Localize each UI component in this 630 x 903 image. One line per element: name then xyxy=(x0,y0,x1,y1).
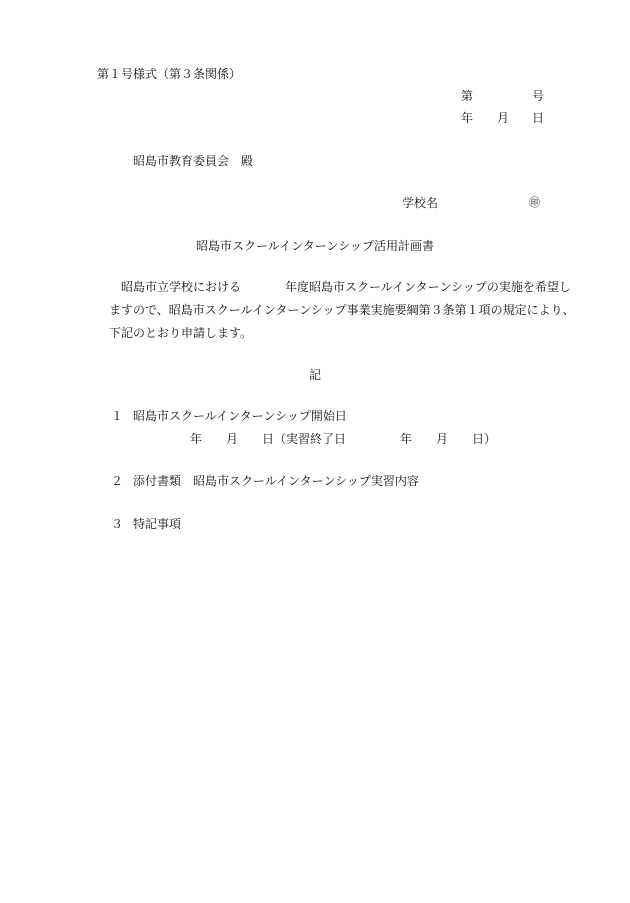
start-month-label: 月 xyxy=(226,432,239,446)
start-year-label: 年 xyxy=(190,432,203,446)
item-3-number: ３ xyxy=(111,517,124,531)
form-title: 第１号様式（第３条関係） xyxy=(97,67,242,81)
addressee: 昭島市教育委員会 殿 xyxy=(133,154,254,168)
item-3-text: 特記事項 xyxy=(133,517,182,531)
body-line-3: 下記のとおり申請します。 xyxy=(109,326,253,340)
document-title: 昭島市スクールインターンシップ活用計画書 xyxy=(196,239,434,253)
date-year-label: 年 xyxy=(461,111,474,125)
body-line-1-start: 昭島市立学校における xyxy=(121,280,242,294)
body-line-2: ますので、昭島市スクールインターンシップ事業実施要綱第３条第１項の規定により、 xyxy=(109,303,575,317)
seal-mark: ㊞ xyxy=(529,196,540,209)
item-2-number: ２ xyxy=(111,474,124,488)
body-line-1-end: 年度昭島市スクールインターンシップの実施を希望し xyxy=(285,280,571,294)
start-day-label: 日（実習終了日 xyxy=(262,432,347,446)
end-year-label: 年 xyxy=(400,432,413,446)
date-day-label: 日 xyxy=(532,111,545,125)
ki-heading: 記 xyxy=(308,368,321,382)
end-day-label: 日） xyxy=(472,432,497,446)
school-name-label: 学校名 xyxy=(402,196,439,210)
number-suffix: 号 xyxy=(532,89,545,103)
date-month-label: 月 xyxy=(497,111,510,125)
item-1-text: 昭島市スクールインターンシップ開始日 xyxy=(133,409,347,423)
item-2-text: 添付書類 昭島市スクールインターンシップ実習内容 xyxy=(133,474,419,488)
end-month-label: 月 xyxy=(436,432,449,446)
number-label: 第 xyxy=(461,89,474,103)
item-1-number: １ xyxy=(111,409,124,423)
